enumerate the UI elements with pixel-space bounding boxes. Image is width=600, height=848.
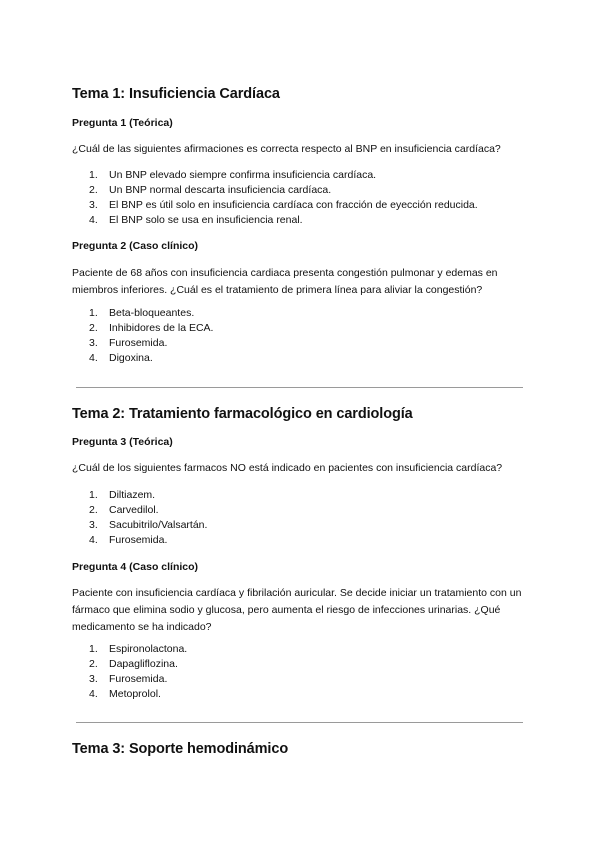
topic-1-title: Tema 1: Insuficiencia Cardíaca: [72, 86, 280, 102]
option-item: 2. Un BNP normal descarta insuficiencia cardíaca.: [89, 184, 332, 196]
question-3-heading: Pregunta 3 (Teórica): [72, 436, 173, 448]
option-item: 4. Metoprolol.: [89, 688, 161, 700]
section-divider: [76, 387, 523, 388]
question-4-options: [72, 642, 522, 702]
option-item: 4. Furosemida.: [89, 534, 168, 546]
topic-3-title: Tema 3: Soporte hemodinámico: [72, 741, 289, 757]
question-1-text: ¿Cuál de las siguientes afirmaciones es correcta respecto al BNP en insuficiencia cardíaca?: [72, 143, 501, 155]
option-item: 3. Furosemida.: [89, 337, 168, 349]
option-item: 1. Beta-bloqueantes.: [89, 307, 195, 319]
option-item: 3. Furosemida.: [89, 673, 168, 685]
option-item: 2. Carvedilol.: [89, 504, 159, 516]
option-item: 1. Un BNP elevado siempre confirma insuficiencia cardíaca.: [89, 169, 377, 181]
option-item: 2. Inhibidores de la ECA.: [89, 322, 214, 334]
question-4-text: Paciente con insuficiencia cardíaca y fibrilación auricular. Se decide iniciar un tratamiento con un fármaco que elimina sodio y glucosa, pero aumenta el riesgo de infecciones urinarias. ¿Qué medicamento se ha indicado?: [72, 587, 522, 633]
option-item: 1. Diltiazem.: [89, 489, 156, 501]
question-1-heading: Pregunta 1 (Teórica): [72, 117, 173, 129]
question-3-options: [72, 488, 542, 548]
option-item: 3. Sacubitrilo/Valsartán.: [89, 519, 208, 531]
option-item: 1. Espironolactona.: [89, 643, 188, 655]
question-2-heading: Pregunta 2 (Caso clínico): [72, 240, 199, 252]
question-2-options: [72, 306, 530, 366]
option-item: 2. Dapagliflozina.: [89, 658, 178, 670]
option-item: 4. El BNP solo se usa en insuficiencia renal.: [89, 214, 303, 226]
topic-2-title: Tema 2: Tratamiento farmacológico en cardiología: [72, 406, 413, 422]
section-divider: [76, 722, 523, 723]
question-1-options: [72, 168, 542, 228]
question-2-text: Paciente de 68 años con insuficiencia cardiaca presenta congestión pulmonar y edemas en miembros inferiores. ¿Cuál es el tratamiento de primera línea para aliviar la congestión?: [72, 267, 498, 296]
question-4-heading: Pregunta 4 (Caso clínico): [72, 561, 199, 573]
option-item: 3. El BNP es útil solo en insuficiencia cardíaca con fracción de eyección reducida.: [89, 199, 478, 211]
question-3-text: ¿Cuál de los siguientes farmacos NO está indicado en pacientes con insuficiencia cardíaca?: [72, 462, 503, 474]
option-item: 4. Digoxina.: [89, 352, 153, 364]
